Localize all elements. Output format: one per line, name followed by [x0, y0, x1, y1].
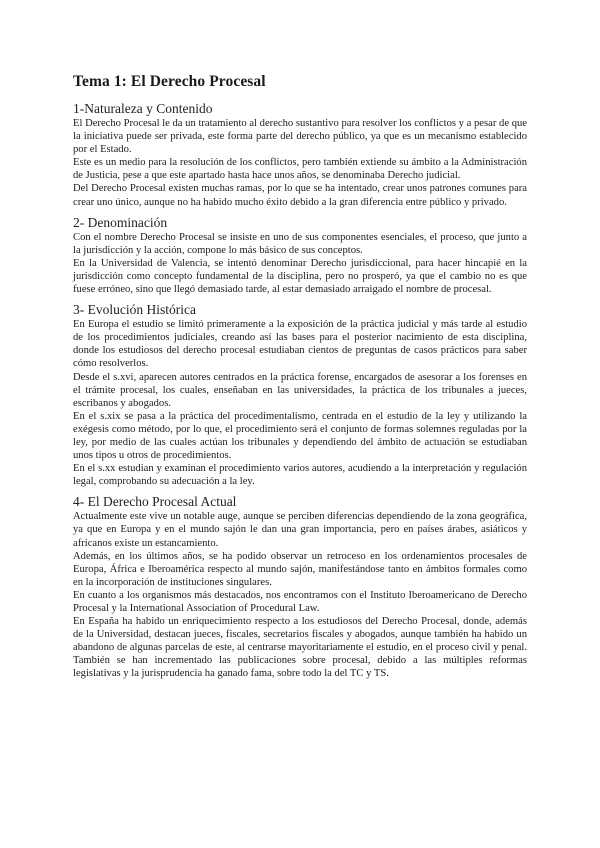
section-heading: 2- Denominación: [73, 214, 168, 230]
paragraph: Con el nombre Derecho Procesal se insiste en uno de sus componentes esenciales, el proceso, que junto a la jurisdicción y la acción, compone lo más básico de sus conceptos.: [73, 231, 527, 256]
section-heading: 3- Evolución Histórica: [73, 302, 196, 318]
paragraph: Además, en los últimos años, se ha podido observar un retroceso en los ordenamientos procesales de Europa, África e Iberoamérica respecto al mundo sajón, manifestándose tanto en ámbitos formales como en la incorporación de instituciones singulares.: [73, 550, 527, 588]
document-page: [73, 73, 527, 687]
section-derecho-procesal-actual: [73, 494, 527, 680]
paragraph: En España ha habido un enriquecimiento respecto a los estudiosos del Derecho Procesal, donde, además de la Universidad, destacan jueces, fiscales, secretarios fiscales y abogados, aunque también ha habido un abandono de algunas parcelas de este, al centrarse mayoritariamente el estudio, en el proceso civil y penal. También se han incrementado las publicaciones sobre procesal, debido a las múltiples reformas legislativas y la jurisprudencia ha ganado fama, sobre todo la del TC y TS.: [73, 616, 527, 680]
paragraph: En el s.xix se pasa a la práctica del procedimentalismo, centrada en el estudio de la ley y utilizando la exégesis como método, por lo que, el procedimiento será el conjunto de formas solemnes reguladas por la ley, por medio de las cuales actúan los tribunales y dependiendo del ámbito de actuación se estudiaban unos tipos u otros de procedimientos.: [73, 410, 527, 462]
section-heading: 4- El Derecho Procesal Actual: [73, 494, 237, 510]
paragraph: Este es un medio para la resolución de los conflictos, pero también extiende su ámbito a la Administración de Justicia, pese a que este apartado hasta hace unos años, se denominaba Derecho judicial.: [73, 157, 527, 182]
paragraph: En Europa el estudio se limitó primeramente a la exposición de la práctica judicial y más tarde al estudio de los procedimientos judiciales, creando así las bases para el posterior nacimiento de esta disciplina, donde los estudiosos del derecho procesal estudiaban cientos de preguntas de casos prácticos para saber cómo resolverlos.: [73, 319, 527, 370]
paragraph: Actualmente este vive un notable auge, aunque se perciben diferencias dependiendo de la zona geográfica, ya que en Europa y en el mundo sajón le dan una gran importancia, pero en países árabes, asiáticos y africanos existe un estancamiento.: [73, 511, 527, 549]
paragraph: En el s.xx estudian y examinan el procedimiento varios autores, acudiendo a la interpretación y regulación legal, comprobando su adecuación a la ley.: [73, 463, 527, 488]
paragraph: Del Derecho Procesal existen muchas ramas, por lo que se ha intentado, crear unos patrones comunes para crear uno único, aunque no ha habido mucho éxito debido a la gran diferencia entre público y privado.: [73, 183, 527, 208]
paragraph: En la Universidad de Valencia, se intentó denominar Derecho jurisdiccional, para hacer hincapié en la jurisdicción como concepto fundamental de la disciplina, pero no prosperó, ya que el cambio no es que fuese erróneo, sino que llegó demasiado tarde, al estar demasiado arraigado el nombre de procesal.: [73, 257, 527, 296]
section-naturaleza: [73, 101, 527, 209]
paragraph: Desde el s.xvi, aparecen autores centrados en la práctica forense, encargados de asesorar a los forenses en el trámite procesal, los cuales, enseñaban en las universidades, la práctica de los tribunales a jueces, escribanos y abogados.: [73, 371, 527, 409]
paragraph: En cuanto a los organismos más destacados, nos encontramos con el Instituto Iberoamericano de Derecho Procesal y la International Association of Procedural Law.: [73, 589, 527, 614]
paragraph: El Derecho Procesal le da un tratamiento al derecho sustantivo para resolver los conflictos y a pesar de que la iniciativa puede ser privada, este forma parte del derecho público, ya que es un mecanismo establecido por el Estado.: [73, 118, 527, 156]
document-title: Tema 1: El Derecho Procesal: [73, 73, 266, 90]
section-evolucion-historica: [73, 302, 527, 488]
section-heading: 1-Naturaleza y Contenido: [73, 101, 213, 116]
section-denominacion: [73, 215, 527, 296]
